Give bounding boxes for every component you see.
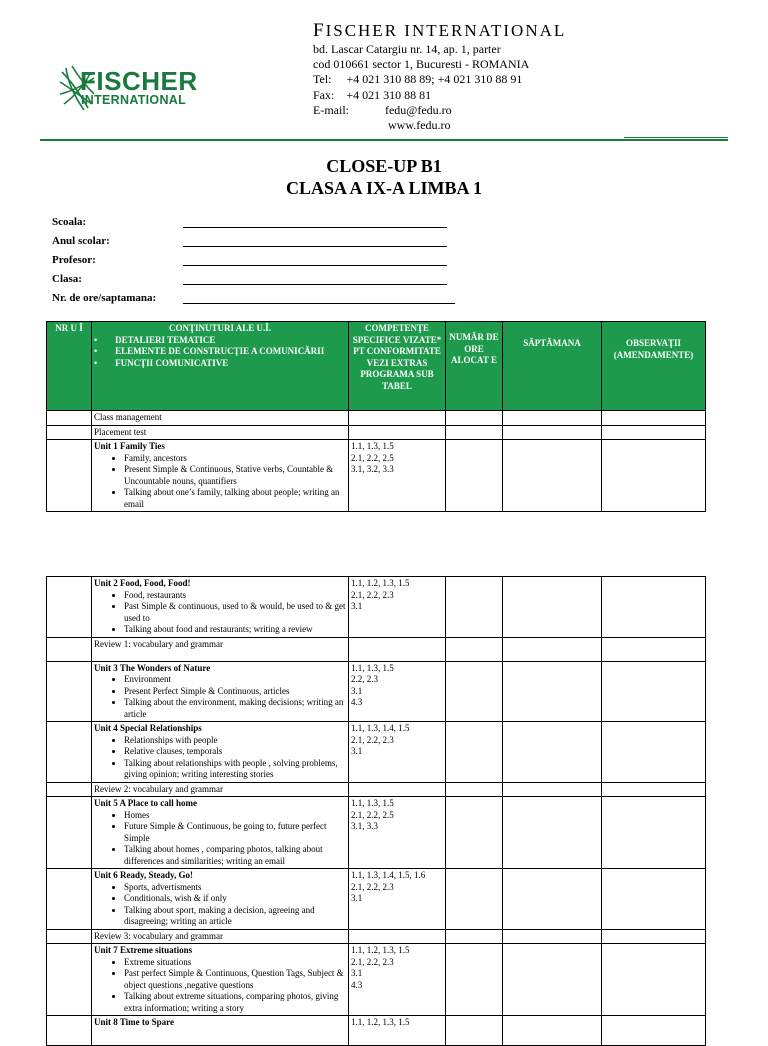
row-label: Review 1: vocabulary and grammar	[94, 638, 223, 649]
table-row	[47, 425, 706, 440]
competence-code: 3.1, 3.2, 3.3	[351, 464, 394, 474]
cell-observatii[interactable]	[602, 637, 706, 661]
header-item-text: FUNCŢII COMUNICATIVE	[115, 357, 229, 368]
cell-numar-ore[interactable]	[446, 1016, 503, 1046]
cell-nr[interactable]	[47, 722, 92, 783]
cell-nr[interactable]	[47, 782, 92, 797]
topic-list	[94, 882, 346, 928]
cell-observatii[interactable]	[602, 440, 706, 512]
competence-code: 3.1	[351, 601, 363, 611]
cell-saptamana[interactable]	[503, 661, 602, 722]
cell-competente[interactable]	[349, 782, 446, 797]
cell-competente[interactable]	[349, 869, 446, 930]
cell-numar-ore[interactable]	[446, 722, 503, 783]
field-anul-scolar: Anul scolar:	[52, 235, 110, 247]
document-title: CLOSE-UP B1	[326, 156, 442, 176]
table-header-row	[47, 322, 706, 411]
topic-item: • Past Simple & continuous, used to & would, be used to & get used to	[124, 601, 346, 624]
table-row	[47, 869, 706, 930]
field-profesor: Profesor:	[52, 254, 96, 266]
cell-numar-ore[interactable]	[446, 661, 503, 722]
topic-list	[94, 674, 346, 720]
topic-item: • Conditionals, wish & if only	[124, 893, 346, 905]
cell-saptamana[interactable]	[503, 425, 602, 440]
header-divider	[40, 139, 728, 141]
cell-saptamana[interactable]	[503, 869, 602, 930]
cell-nr[interactable]	[47, 1016, 92, 1046]
logo-text-fischer: FISCHER	[80, 66, 198, 96]
table-row	[47, 944, 706, 1016]
competence-code: 3.1	[351, 685, 363, 696]
cell-observatii[interactable]	[602, 797, 706, 869]
cell-competente[interactable]	[349, 637, 446, 661]
unit-title: Unit 1 Family Ties	[94, 441, 165, 451]
header-continuturi-item: • DETALIERI TEMATICE	[94, 334, 216, 345]
topic-item: • Present Simple & Continuous, Stative verbs, Countable & Uncountable nouns, quantifiers	[124, 464, 346, 487]
topic-item: • Homes	[124, 810, 346, 822]
topic-item: • Past perfect Simple & Continuous, Question Tags, Subject & object questions ,negative questions	[124, 968, 346, 991]
header-item-text: ELEMENTE DE CONSTRUCŢIE A COMUNICĂRII	[115, 346, 325, 356]
header-item-text: DETALIERI TEMATICE	[115, 334, 216, 345]
competence-code: 3.1, 3.3	[351, 821, 378, 831]
cell-content[interactable]	[92, 577, 349, 638]
competence-code: 3.1	[351, 746, 363, 756]
competence-code: 3.1	[351, 893, 363, 903]
topic-item: • Present Perfect Simple & Continuous, articles	[124, 686, 346, 698]
cell-numar-ore[interactable]	[446, 577, 503, 638]
header-numar-ore: NUMĂR DE ORE ALOCAT E	[446, 322, 503, 411]
unit-title: Unit 5 A Place to call home	[94, 798, 197, 808]
topic-list	[94, 957, 346, 1015]
unit-title: Unit 2 Food, Food, Food!	[94, 578, 191, 588]
field-clasa: Clasa:	[52, 273, 82, 285]
phone-line: Tel: +4 021 310 88 89; +4 021 310 88 91	[313, 72, 523, 87]
competence-code: 3.1	[351, 968, 363, 978]
table-row	[47, 929, 706, 944]
cell-competente[interactable]	[349, 929, 446, 944]
unit-title: Unit 8 Time to Spare	[94, 1017, 175, 1027]
company-name-rest: ISCHER INTERNATIONAL	[325, 21, 567, 40]
cell-numar-ore[interactable]	[446, 869, 503, 930]
competence-code: 1.1, 1.3, 1.5	[351, 662, 394, 673]
cell-observatii[interactable]	[602, 661, 706, 722]
table-row	[47, 411, 706, 426]
topic-item: • Talking about one’s family, talking about people; writing an email	[124, 487, 346, 510]
cell-competente[interactable]	[349, 661, 446, 722]
cell-content[interactable]	[92, 661, 349, 722]
competence-code: 2.1, 2.2, 2.3	[351, 956, 394, 967]
competence-code: 2.1, 2.2, 2.3	[351, 881, 394, 892]
competence-code: 1.1, 1.2, 1.3, 1.5	[351, 945, 410, 955]
cell-saptamana[interactable]	[503, 797, 602, 869]
website-line[interactable]: www.fedu.ro	[313, 118, 451, 133]
fax-line: Fax: +4 021 310 88 81	[313, 87, 432, 102]
cell-nr[interactable]	[47, 929, 92, 944]
table-row	[47, 797, 706, 869]
cell-observatii[interactable]	[602, 869, 706, 930]
cell-competente[interactable]	[349, 425, 446, 440]
topic-item: • Talking about food and restaurants; writing a review	[124, 624, 346, 636]
row-label: Class management	[94, 412, 162, 422]
header-competente: COMPETENŢE SPECIFICE VIZATE* PT CONFORMITATE VEZI EXTRAS PROGRAMA SUB TABEL	[349, 322, 446, 411]
table-row	[47, 1016, 706, 1046]
address-line: cod 010661 sector 1, Bucuresti - ROMANIA	[313, 57, 530, 72]
cell-saptamana[interactable]	[503, 440, 602, 512]
field-anul-scolar-line[interactable]	[183, 246, 447, 247]
competence-code: 1.1, 1.3, 1.4, 1.5, 1.6	[351, 870, 426, 880]
cell-observatii[interactable]	[602, 577, 706, 638]
competence-code: 1.1, 1.2, 1.3, 1.5	[351, 578, 410, 588]
topic-item: • Extreme situations	[124, 957, 346, 969]
cell-saptamana[interactable]	[503, 929, 602, 944]
cell-nr[interactable]	[47, 661, 92, 722]
table-row	[47, 782, 706, 797]
logo-text-international: INTERNATIONAL	[81, 93, 187, 107]
cell-saptamana[interactable]	[503, 637, 602, 661]
cell-numar-ore[interactable]	[446, 944, 503, 1016]
curriculum-table-1	[46, 321, 706, 512]
cell-observatii[interactable]	[602, 782, 706, 797]
cell-content[interactable]	[92, 425, 349, 440]
cell-content[interactable]	[92, 782, 349, 797]
competence-code: 2.2, 2.3	[351, 674, 378, 684]
cell-nr[interactable]	[47, 637, 92, 661]
company-logo	[58, 64, 218, 114]
email-line[interactable]: E-mail: fedu@fedu.ro	[313, 102, 452, 117]
cell-competente[interactable]	[349, 411, 446, 426]
cell-numar-ore[interactable]	[446, 637, 503, 661]
field-scoala-line[interactable]	[183, 227, 447, 228]
competence-code: 2.1, 2.2, 2.3	[351, 589, 394, 600]
header-nr: NR U Î	[47, 322, 92, 411]
cell-numar-ore[interactable]	[446, 782, 503, 797]
topic-item: • Family, ancestors	[124, 453, 346, 465]
cell-observatii[interactable]	[602, 722, 706, 783]
cell-saptamana[interactable]	[503, 782, 602, 797]
topic-item: • Food, restaurants	[124, 590, 346, 602]
cell-nr[interactable]	[47, 944, 92, 1016]
topic-item: • Sports, advertisments	[124, 882, 346, 894]
cell-content[interactable]	[92, 929, 349, 944]
cell-saptamana[interactable]	[503, 722, 602, 783]
unit-title: Unit 4 Special Relationships	[94, 723, 202, 733]
cell-saptamana[interactable]	[503, 1016, 602, 1046]
address-line: bd. Lascar Catargiu nr. 14, ap. 1, parter	[313, 42, 501, 56]
cell-nr[interactable]	[47, 869, 92, 930]
topic-list	[94, 590, 346, 636]
cell-observatii[interactable]	[602, 944, 706, 1016]
field-profesor-line[interactable]	[183, 265, 447, 266]
unit-title: Unit 3 The Wonders of Nature	[94, 662, 211, 673]
topic-item: • Relative clauses, temporals	[124, 746, 346, 758]
header-observatii: OBSERVAŢII (AMENDAMENTE)	[602, 322, 706, 411]
topic-item: • Talking about sport, making a decision, agreeing and disagreeing; writing an article	[124, 905, 346, 928]
field-nr-ore: Nr. de ore/saptamana:	[52, 292, 157, 304]
unit-title: Unit 7 Extreme situations	[94, 945, 193, 955]
topic-list	[94, 735, 346, 781]
competence-code: 2.1, 2.2, 2.5	[351, 452, 394, 463]
table-row	[47, 722, 706, 783]
header-saptamana: SĂPTĂMANA	[503, 322, 602, 411]
cell-content[interactable]	[92, 944, 349, 1016]
cell-nr[interactable]	[47, 411, 92, 426]
table-row	[47, 661, 706, 722]
topic-item: • Future Simple & Continuous, be going to, future perfect Simple	[124, 821, 346, 844]
header-continuturi-item: • ELEMENTE DE CONSTRUCŢIE A COMUNICĂRII	[94, 346, 325, 356]
cell-content[interactable]	[92, 869, 349, 930]
topic-item: • Environment	[124, 674, 346, 686]
row-label: Review 3: vocabulary and grammar	[94, 930, 223, 941]
cell-competente[interactable]	[349, 944, 446, 1016]
cell-content[interactable]	[92, 722, 349, 783]
topic-list	[94, 810, 346, 868]
cell-competente[interactable]	[349, 440, 446, 512]
header-continuturi-item: • FUNCŢII COMUNICATIVE	[94, 357, 229, 368]
company-initial: F	[313, 20, 326, 41]
topic-item: • Talking about the environment, making decisions; writing an article	[124, 697, 346, 720]
cell-content[interactable]	[92, 637, 349, 661]
table-row	[47, 577, 706, 638]
cell-observatii[interactable]	[602, 425, 706, 440]
header-continuturi-title: CONŢINUTURI ALE U.Î.	[168, 323, 272, 333]
competence-code: 1.1, 1.3, 1.4, 1.5	[351, 723, 410, 733]
competence-code: 1.1, 1.3, 1.5	[351, 441, 394, 451]
cell-observatii[interactable]	[602, 1016, 706, 1046]
cell-numar-ore[interactable]	[446, 797, 503, 869]
row-label: Review 2: vocabulary and grammar	[94, 783, 223, 794]
cell-nr[interactable]	[47, 425, 92, 440]
cell-nr[interactable]	[47, 577, 92, 638]
cell-observatii[interactable]	[602, 411, 706, 426]
table-row	[47, 440, 706, 512]
cell-saptamana[interactable]	[503, 411, 602, 426]
cell-numar-ore[interactable]	[446, 425, 503, 440]
field-scoala: Scoala:	[52, 216, 87, 228]
competence-code: 1.1, 1.3, 1.5	[351, 798, 394, 808]
cell-competente[interactable]	[349, 1016, 446, 1046]
field-nr-ore-line[interactable]	[183, 303, 455, 304]
topic-list	[94, 453, 346, 511]
cell-competente[interactable]	[349, 722, 446, 783]
cell-competente[interactable]	[349, 797, 446, 869]
competence-code: 4.3	[351, 697, 363, 707]
topic-item: • Relationships with people	[124, 735, 346, 747]
cell-observatii[interactable]	[602, 929, 706, 944]
competence-code: 1.1, 1.2, 1.3, 1.5	[351, 1017, 410, 1027]
field-clasa-line[interactable]	[183, 284, 447, 285]
competence-code: 2.1, 2.2, 2.3	[351, 734, 394, 745]
topic-item: • Talking about extreme situations, comparing photos, giving extra information; writing a story	[124, 991, 346, 1014]
document-subtitle: CLASA A IX-A LIMBA 1	[285, 178, 483, 198]
header-continuturi	[92, 322, 349, 411]
company-name	[313, 20, 566, 42]
company-address	[313, 42, 529, 133]
row-label: Placement test	[94, 426, 147, 437]
header-divider-accent	[624, 137, 728, 138]
topic-item: • Talking about relationships with people , solving problems, giving opinion; writing interesting stories	[124, 758, 346, 781]
cell-saptamana[interactable]	[503, 577, 602, 638]
cell-content[interactable]	[92, 440, 349, 512]
unit-title: Unit 6 Ready, Steady, Go!	[94, 870, 194, 880]
cell-numar-ore[interactable]	[446, 440, 503, 512]
cell-content[interactable]	[92, 1016, 349, 1046]
cell-content[interactable]	[92, 411, 349, 426]
cell-saptamana[interactable]	[503, 944, 602, 1016]
curriculum-table-2	[46, 576, 706, 1046]
cell-nr[interactable]	[47, 797, 92, 869]
competence-code: 4.3	[351, 979, 363, 990]
cell-competente[interactable]	[349, 577, 446, 638]
cell-numar-ore[interactable]	[446, 929, 503, 944]
topic-item: • Talking about homes , comparing photos, talking about differences and similarities; writing an email	[124, 844, 346, 867]
table-row	[47, 637, 706, 661]
cell-numar-ore[interactable]	[446, 411, 503, 426]
cell-content[interactable]	[92, 797, 349, 869]
competence-code: 2.1, 2.2, 2.5	[351, 809, 394, 820]
cell-nr[interactable]	[47, 440, 92, 512]
